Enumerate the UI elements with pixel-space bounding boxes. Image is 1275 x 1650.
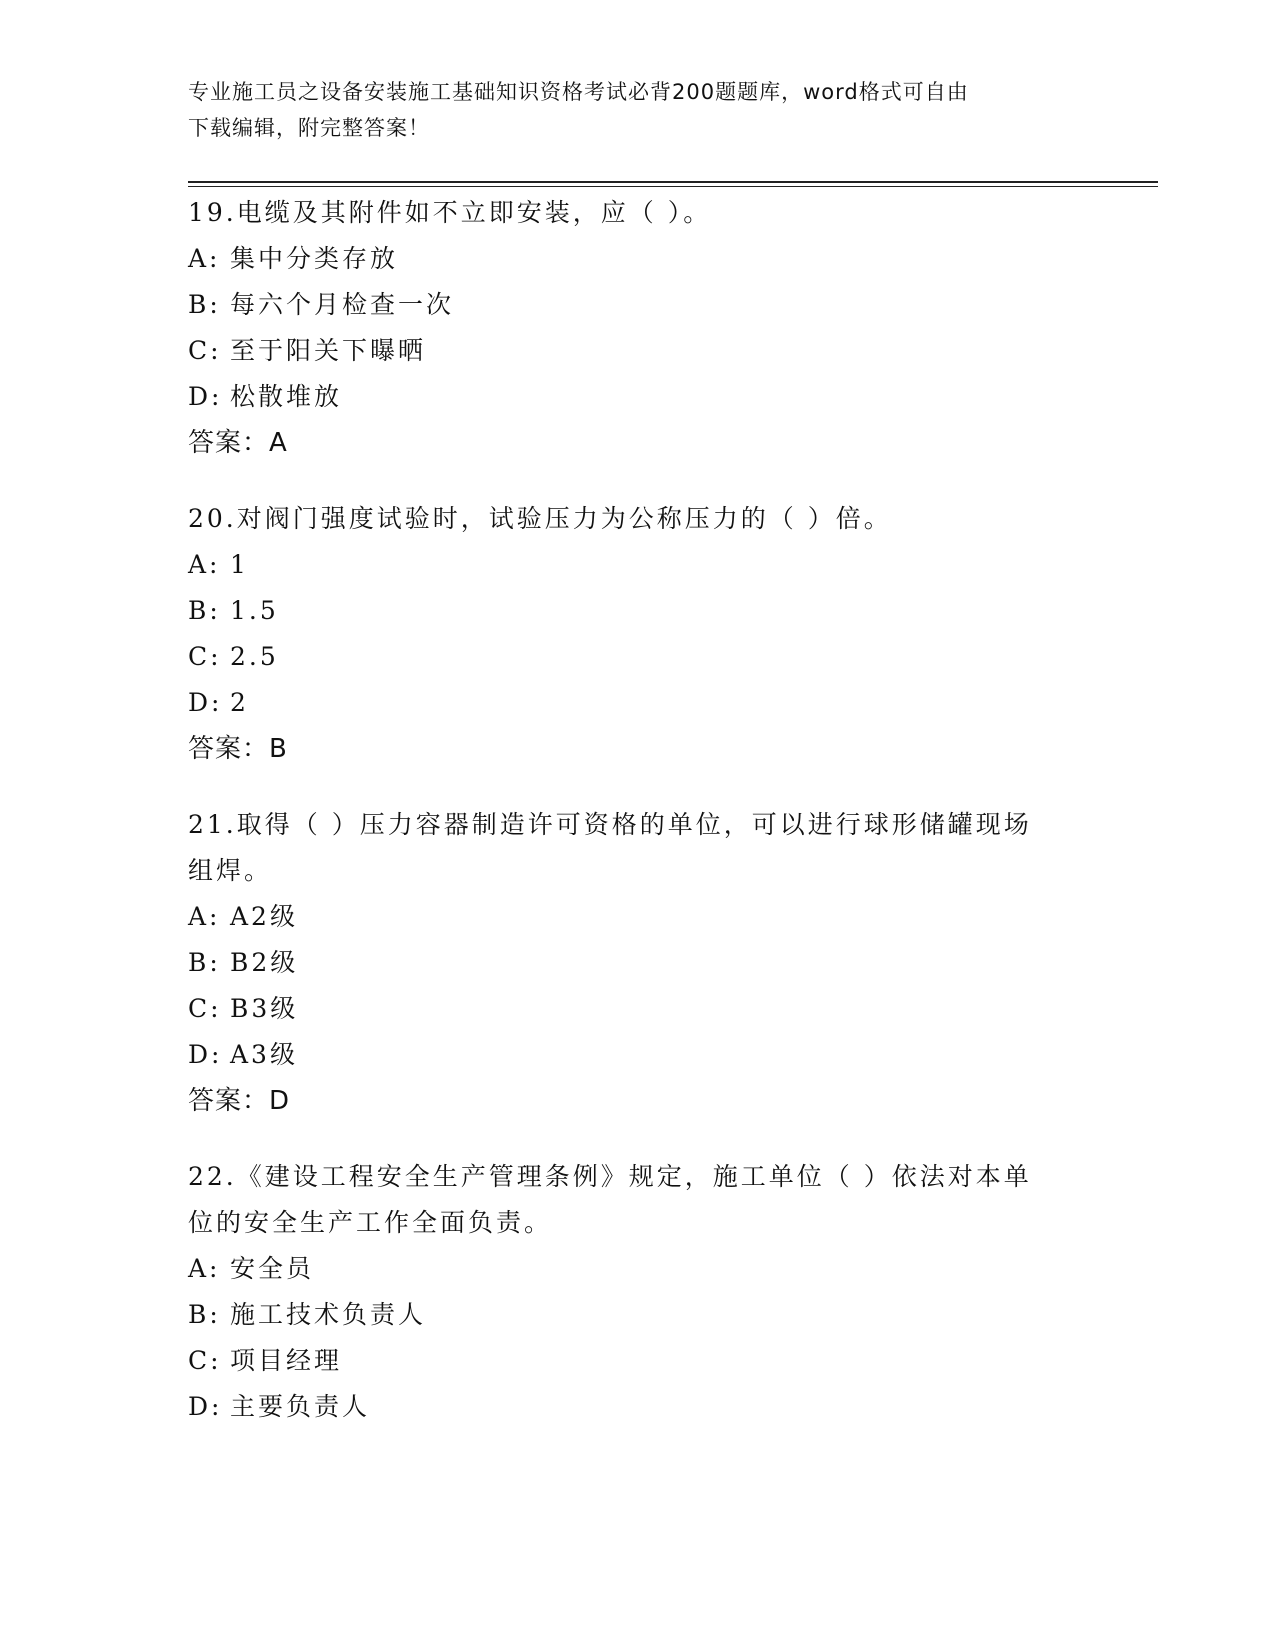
option-text: 项目经理 [230,1346,343,1375]
option-text: A2级 [230,902,298,931]
option-text: 2.5 [230,642,279,671]
option-d [188,680,1088,726]
option-text: 1 [230,550,249,579]
option-b [188,940,1088,986]
option-letter: A: [188,902,221,931]
option-letter: B: [188,948,221,977]
question-22 [188,1154,1088,1430]
option-letter: C: [188,994,222,1023]
answer-line: 答案：D [188,1086,291,1116]
option-letter: A: [188,1254,221,1283]
option-letter: D: [188,688,223,717]
header-divider-thin [188,186,1158,187]
option-c [188,328,1088,374]
question-20 [188,496,1088,772]
option-letter: A: [188,244,221,273]
document-header [188,74,1088,146]
option-text: 主要负责人 [230,1392,371,1421]
option-c [188,1338,1088,1384]
option-letter: B: [188,596,221,625]
option-d [188,374,1088,420]
option-b [188,588,1088,634]
option-a [188,1246,1088,1292]
question-19 [188,190,1088,466]
option-text: A3级 [230,1040,298,1069]
question-21 [188,802,1088,1124]
option-a [188,894,1088,940]
option-text: 施工技术负责人 [230,1300,427,1329]
option-a [188,542,1088,588]
option-letter: D: [188,1392,223,1421]
option-letter: D: [188,382,223,411]
header-title-line-1: 专业施工员之设备安装施工基础知识资格考试必背200题题库，word格式可自由 [188,80,969,104]
option-text: 1.5 [230,596,279,625]
option-c [188,986,1088,1032]
option-text: 安全员 [230,1254,315,1283]
question-stem: 19.电缆及其附件如不立即安装，应（ ）。 [188,198,712,227]
answer-line: 答案：A [188,428,288,458]
answer-line: 答案：B [188,734,288,764]
option-letter: B: [188,1300,221,1329]
option-b [188,1292,1088,1338]
option-letter: A: [188,550,221,579]
question-stem: 20.对阀门强度试验时，试验压力为公称压力的（ ）倍。 [188,504,892,533]
option-letter: C: [188,1346,222,1375]
option-text: B3级 [230,994,299,1023]
header-title-line-2: 下载编辑，附完整答案！ [188,116,430,140]
option-letter: C: [188,336,222,365]
option-text: 至于阳关下曝晒 [230,336,427,365]
option-c [188,634,1088,680]
header-divider-thick [188,181,1158,183]
option-text: 每六个月检查一次 [230,290,455,319]
option-letter: D: [188,1040,223,1069]
option-text: 松散堆放 [230,382,343,411]
question-stem: 21.取得（ ）压力容器制造许可资格的单位，可以进行球形储罐现场 组焊。 [188,810,1032,885]
option-text: 集中分类存放 [230,244,399,273]
option-letter: C: [188,642,222,671]
option-letter: B: [188,290,221,319]
option-a [188,236,1088,282]
option-d [188,1032,1088,1078]
option-d [188,1384,1088,1430]
option-text: B2级 [230,948,299,977]
question-stem: 22.《建设工程安全生产管理条例》规定，施工单位（ ）依法对本单 位的安全生产工作全面负责。 [188,1162,1032,1237]
question-list [188,190,1088,1460]
option-b [188,282,1088,328]
option-text: 2 [230,688,249,717]
